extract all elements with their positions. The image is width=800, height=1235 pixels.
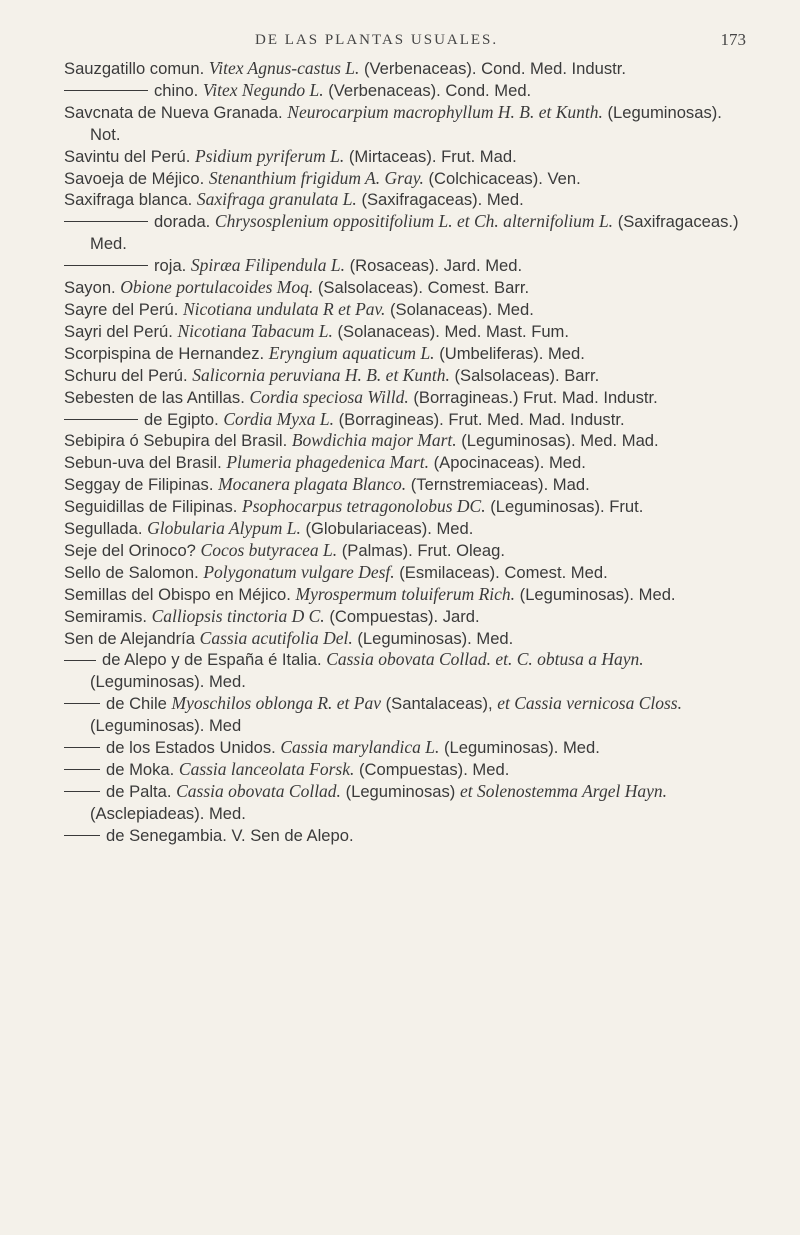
ditto-dash bbox=[64, 747, 100, 748]
entry bbox=[64, 781, 754, 825]
entry bbox=[64, 825, 754, 847]
scientific-name: Chrysosplenium oppositifolium L. et Ch. alternifolium L. bbox=[214, 211, 614, 232]
entry bbox=[64, 649, 754, 693]
entry-details: (Leguminosas). Not. bbox=[90, 102, 722, 144]
common-name: Seje del Orinoco? bbox=[64, 540, 196, 560]
entry-details: (Solanaceas). Med. bbox=[389, 299, 534, 319]
entry bbox=[64, 365, 754, 387]
ditto-dash bbox=[64, 791, 100, 792]
ditto-dash bbox=[64, 265, 148, 266]
entry-details: (Saxifragaceas.) Med. bbox=[90, 212, 739, 254]
common-name: Segullada. bbox=[64, 519, 143, 539]
running-title: DE LAS PLANTAS USUALES. bbox=[255, 32, 499, 48]
entry-details: (Globulariaceas). Med. bbox=[305, 519, 474, 539]
common-name: de Egipto. bbox=[144, 409, 219, 429]
entry-details: (Santalaceas), bbox=[385, 694, 493, 714]
entry bbox=[64, 606, 754, 628]
scientific-name: Cassia obovata Collad. bbox=[176, 780, 341, 801]
entry bbox=[64, 693, 754, 737]
common-name: Schuru del Perú. bbox=[64, 365, 188, 385]
scientific-name-secondary: et Solenostemma Argel Hayn. bbox=[459, 780, 667, 801]
scientific-name: Psophocarpus tetragonolobus DC. bbox=[242, 496, 486, 517]
scientific-name: Neurocarpium macrophyllum H. B. et Kunth. bbox=[287, 101, 603, 122]
ditto-dash bbox=[64, 703, 100, 704]
entry-details: (Salsolaceas). Comest. Barr. bbox=[317, 278, 530, 298]
scientific-name: Plumeria phagedenica Mart. bbox=[226, 452, 430, 473]
entry-details: (Compuestas). Med. bbox=[359, 760, 510, 779]
scientific-name: Stenanthium frigidum A. Gray. bbox=[208, 167, 424, 188]
common-name: Sebesten de las Antillas. bbox=[64, 387, 245, 407]
scientific-name: Myoschilos oblonga R. et Pav bbox=[171, 693, 381, 714]
entry bbox=[64, 496, 754, 518]
scientific-name: Cassia obovata Collad. et. C. obtusa a Hayn. bbox=[326, 649, 644, 670]
entry bbox=[64, 211, 754, 255]
common-name: de Chile bbox=[106, 694, 167, 714]
scientific-name: Salicornia peruviana H. B. et Kunth. bbox=[192, 364, 450, 385]
entry bbox=[64, 80, 754, 102]
entry-details: (Mirtaceas). Frut. Mad. bbox=[348, 146, 517, 166]
entry bbox=[64, 343, 754, 365]
entry-details: (Esmilaceas). Comest. Med. bbox=[399, 562, 608, 582]
common-name: Sen de Alejandría bbox=[64, 628, 196, 648]
common-name: Savoeja de Méjico. bbox=[64, 168, 205, 188]
common-name: Scorpispina de Hernandez. bbox=[64, 343, 265, 363]
entry-details: (Verbenaceas). Cond. Med. Industr. bbox=[364, 59, 626, 78]
entry-details: (Colchicaceas). Ven. bbox=[428, 168, 581, 188]
entry-details: (Borragineas.) Frut. Mad. Industr. bbox=[413, 387, 658, 407]
scientific-name: Cassia acutifolia Del. bbox=[199, 627, 353, 648]
entry bbox=[64, 584, 754, 606]
common-name: de Palta. bbox=[106, 781, 172, 801]
common-name: Sayri del Perú. bbox=[64, 321, 173, 341]
common-name: Semiramis. bbox=[64, 606, 147, 626]
page-number: 173 bbox=[720, 30, 746, 49]
ditto-dash bbox=[64, 90, 148, 91]
common-name: Saxifraga blanca. bbox=[64, 190, 193, 210]
entry bbox=[64, 255, 754, 277]
entry-details-secondary: (Asclepiadeas). Med. bbox=[90, 803, 246, 823]
entry-details-secondary: (Leguminosas). Med bbox=[90, 716, 242, 736]
entry bbox=[64, 562, 754, 584]
scientific-name: Psidium pyriferum L. bbox=[195, 145, 345, 166]
scientific-name: Polygonatum vulgare Desf. bbox=[203, 561, 395, 582]
entry bbox=[64, 387, 754, 409]
scientific-name-secondary: et Cassia vernicosa Closs. bbox=[497, 693, 682, 714]
entry-details: (Apocinaceas). Med. bbox=[433, 453, 586, 473]
common-name: chino. bbox=[154, 80, 199, 100]
entry bbox=[64, 430, 754, 452]
entry bbox=[64, 299, 754, 321]
common-name: Savcnata de Nueva Granada. bbox=[64, 102, 283, 122]
entry bbox=[64, 540, 754, 562]
scientific-name: Cassia marylandica L. bbox=[280, 737, 440, 758]
entry-details: (Saxifragaceas). Med. bbox=[361, 190, 524, 210]
scientific-name: Cordia Myxa L. bbox=[223, 408, 335, 429]
entry bbox=[64, 189, 754, 211]
scientific-name: Bowdichia major Mart. bbox=[291, 430, 457, 451]
common-name: Seggay de Filipinas. bbox=[64, 475, 214, 495]
entry-details: (Leguminosas). Med. bbox=[90, 672, 246, 692]
common-name: de Moka. bbox=[106, 760, 175, 779]
entry bbox=[64, 759, 754, 781]
entry bbox=[64, 146, 754, 168]
scientific-name: Calliopsis tinctoria D C. bbox=[151, 605, 325, 626]
common-name: de los Estados Unidos. bbox=[106, 738, 276, 758]
ditto-dash bbox=[64, 221, 148, 222]
scientific-name: Myrospermum toluiferum Rich. bbox=[295, 583, 516, 604]
entry-details: (Ternstremiaceas). Mad. bbox=[410, 475, 590, 495]
entry-details: (Compuestas). Jard. bbox=[329, 606, 480, 626]
common-name: dorada. bbox=[154, 212, 211, 232]
entry-details: (Palmas). Frut. Oleag. bbox=[341, 540, 505, 560]
common-name: Sello de Salomon. bbox=[64, 562, 199, 582]
entry bbox=[64, 58, 754, 80]
common-name: Sebun-uva del Brasil. bbox=[64, 453, 222, 473]
common-name: Sayon. bbox=[64, 278, 116, 298]
entry bbox=[64, 168, 754, 190]
common-name: Sebipira ó Sebupira del Brasil. bbox=[64, 431, 288, 451]
scientific-name: Nicotiana undulata R et Pav. bbox=[183, 298, 386, 319]
entry-details: (Leguminosas) bbox=[345, 781, 456, 801]
scientific-name: Globularia Alypum L. bbox=[147, 518, 301, 539]
scientific-name: Saxifraga granulata L. bbox=[196, 189, 357, 210]
scientific-name: Mocanera plagata Blanco. bbox=[218, 474, 407, 495]
scientific-name: Nicotiana Tabacum L. bbox=[177, 320, 333, 341]
common-name: Sauzgatillo comun. bbox=[64, 59, 205, 78]
running-head bbox=[0, 32, 800, 56]
entry-details: (Umbeliferas). Med. bbox=[439, 343, 585, 363]
common-name: Savintu del Perú. bbox=[64, 146, 191, 166]
scientific-name: Cassia lanceolata Forsk. bbox=[178, 759, 355, 779]
scientific-name: Obione portulacoides Moq. bbox=[120, 277, 314, 298]
entry-details: (Verbenaceas). Cond. Med. bbox=[328, 80, 532, 100]
scientific-name: Vitex Agnus-castus L. bbox=[208, 58, 360, 78]
entry bbox=[64, 518, 754, 540]
scientific-name: Eryngium aquaticum L. bbox=[268, 342, 435, 363]
common-name: Seguidillas de Filipinas. bbox=[64, 497, 238, 517]
entry-details: (Leguminosas). Med. bbox=[519, 584, 676, 604]
common-name: Sayre del Perú. bbox=[64, 299, 179, 319]
entry-details: (Rosaceas). Jard. Med. bbox=[349, 256, 523, 276]
ditto-dash bbox=[64, 660, 96, 661]
entry bbox=[64, 474, 754, 496]
common-name: de Alepo y de España é Italia. bbox=[102, 650, 322, 670]
entry-details: (Leguminosas). Med. Mad. bbox=[461, 431, 659, 451]
common-name: Semillas del Obispo en Méjico. bbox=[64, 584, 291, 604]
entry-details: (Leguminosas). Frut. bbox=[490, 497, 644, 517]
entry bbox=[64, 277, 754, 299]
ditto-dash bbox=[64, 769, 100, 770]
entry bbox=[64, 102, 754, 146]
ditto-dash bbox=[64, 419, 138, 420]
common-name: de Senegambia. V. Sen de Alepo. bbox=[106, 825, 354, 845]
scientific-name: Cordia speciosa Willd. bbox=[249, 386, 409, 407]
entry bbox=[64, 452, 754, 474]
entry-details: (Leguminosas). Med. bbox=[443, 738, 600, 758]
entry-details: (Solanaceas). Med. Mast. Fum. bbox=[337, 321, 569, 341]
common-name: roja. bbox=[154, 256, 187, 276]
scientific-name: Cocos butyracea L. bbox=[200, 539, 338, 560]
scientific-name: Spiræa Filipendula L. bbox=[190, 255, 346, 276]
entry-details: (Borragineas). Frut. Med. Mad. Industr. bbox=[338, 409, 625, 429]
entry-details: (Leguminosas). Med. bbox=[357, 628, 514, 648]
entry-list bbox=[64, 58, 754, 847]
entry-details: (Salsolaceas). Barr. bbox=[454, 365, 600, 385]
scientific-name: Vitex Negundo L. bbox=[202, 79, 324, 100]
ditto-dash bbox=[64, 835, 100, 836]
entry bbox=[64, 737, 754, 759]
entry bbox=[64, 321, 754, 343]
entry bbox=[64, 628, 754, 650]
entry bbox=[64, 409, 754, 431]
